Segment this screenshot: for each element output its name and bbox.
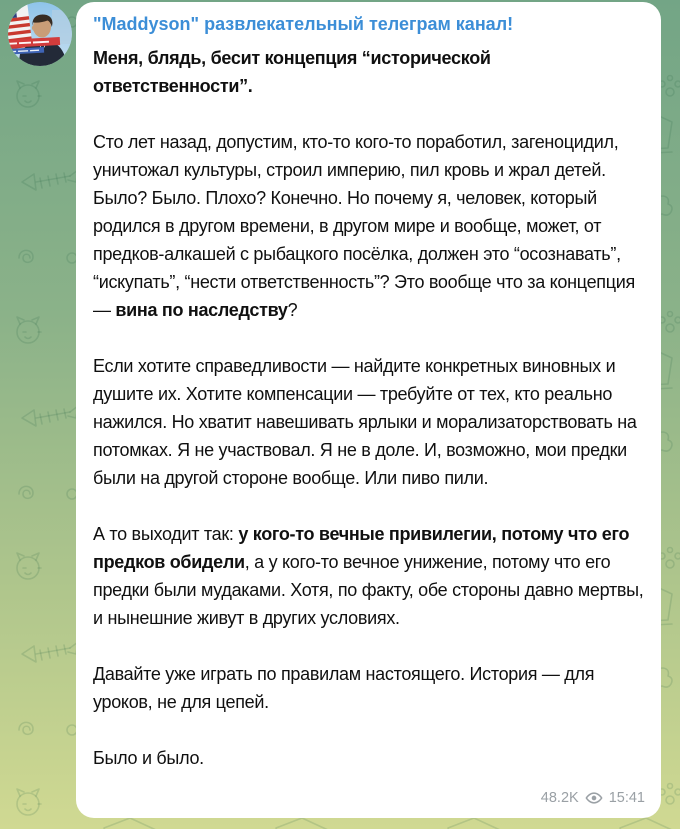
channel-avatar[interactable] [8, 2, 72, 66]
message-paragraph: Если хотите справедливости — найдите конкретных виновных и душите их. Хотите компенсации — требуйте от тех, кто реально нажился. Но хватит навешивать ярлыки и морализаторствовать на потомках. Я не участвовал. Я не в доле. И, возможно, мои предки были на другой стороне вообще. Или пиво пили. [93, 356, 637, 488]
views-count: 48.2K [540, 790, 579, 806]
views-eye-icon [585, 789, 603, 807]
message-bubble[interactable] [76, 2, 661, 818]
message-time: 15:41 [608, 790, 645, 806]
message-paragraph: Давайте уже играть по правилам настоящего. История — для уроков, не для цепей. [93, 664, 595, 712]
channel-title[interactable]: "Maddyson" развлекательный телеграм канал! [93, 14, 514, 34]
message-paragraph: Было и было. [93, 748, 204, 768]
message-text [93, 44, 645, 772]
message-paragraph: Сто лет назад, допустим, кто-то кого-то поработил, загеноцидил, уничтожал культуры, строил империю, пил кровь и жрал детей. Было? Было. Плохо? Конечно. Но почему я, человек, который родился в другом времени, в другом мире и вообще, может, от предков-алкашей с рыбацкого посёлка, должен это “осознавать”, “искупать”, “нести ответственность”? Это вообще что за концепция — вина по наследству? [93, 132, 635, 320]
message-paragraph: А то выходит так: у кого-то вечные привилегии, потому что его предков обидели, а у кого-то вечное унижение, потому что его предки были мудаками. Хотя, по факту, обе стороны давно мертвы, и нынешние живут в других условиях. [93, 524, 644, 628]
message-paragraph: Меня, блядь, бесит концепция “исторической ответственности”. [93, 48, 491, 96]
message-meta [535, 789, 645, 807]
